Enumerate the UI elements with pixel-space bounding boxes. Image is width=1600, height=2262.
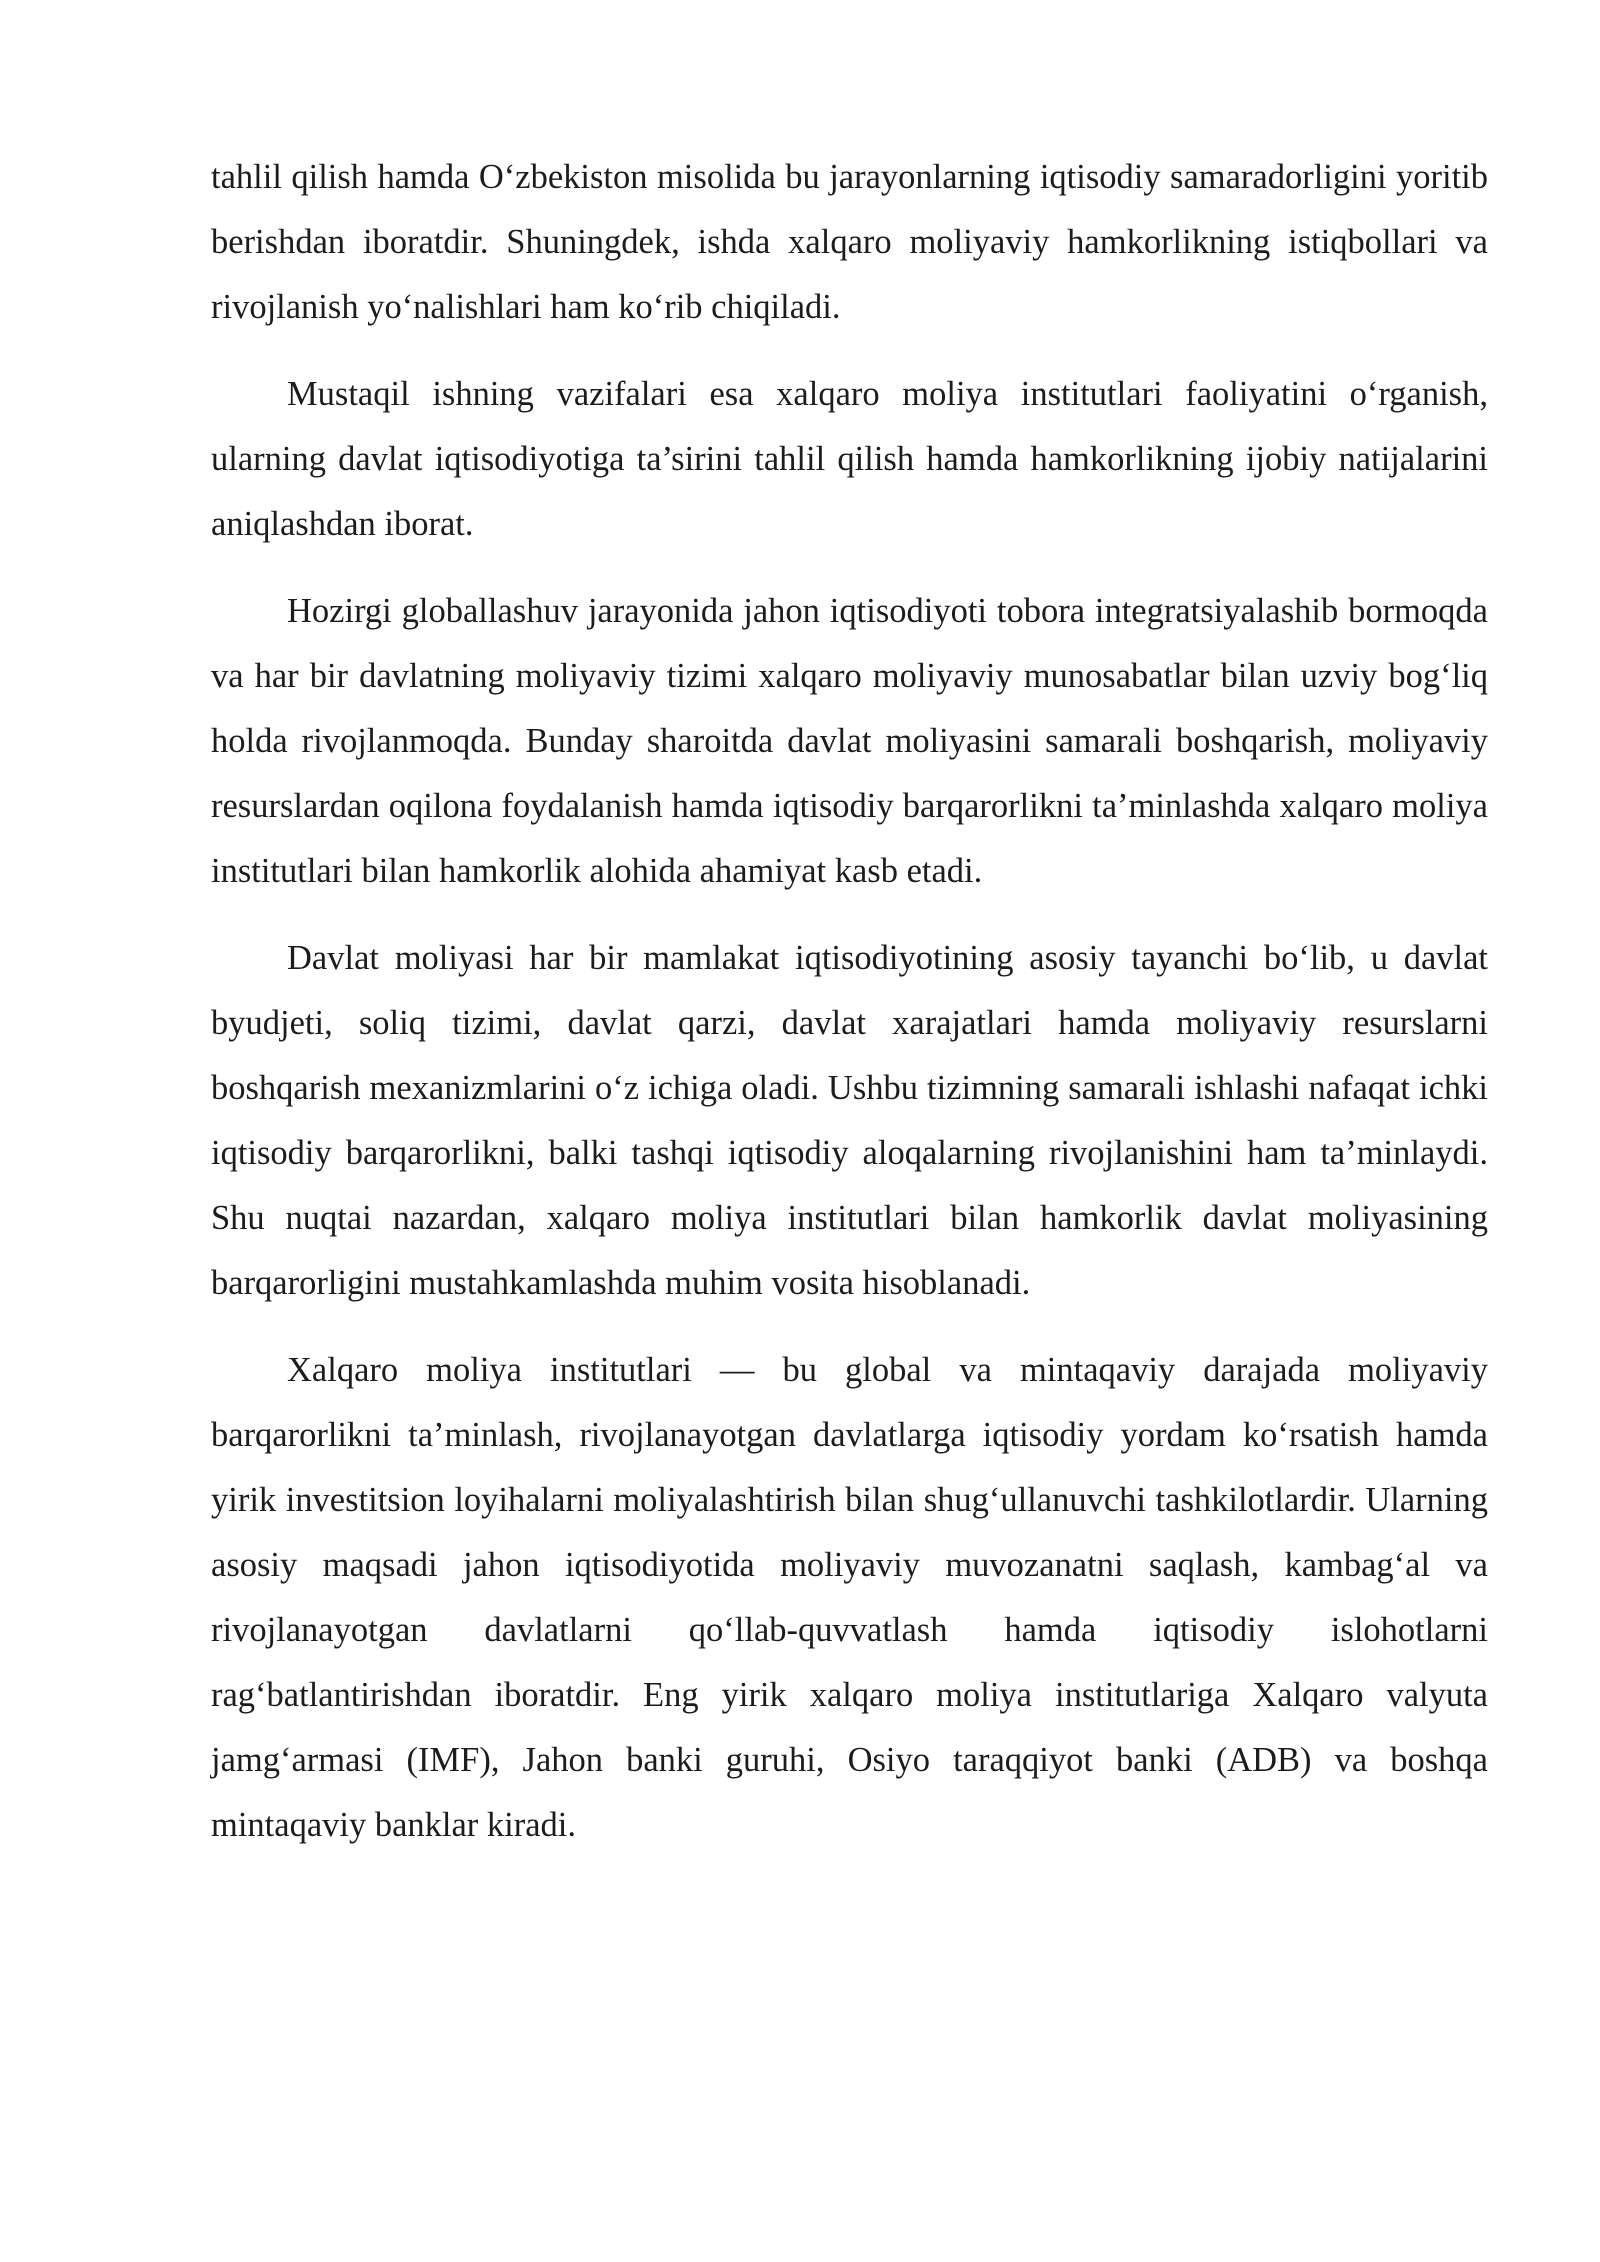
- paragraph-state-finance: Davlat moliyasi har bir mamlakat iqtisodiyotining asosiy tayanchi bo‘lib, u davlat byudjeti, soliq tizimi, davlat qarzi, davlat xarajatlari hamda moliyaviy resurslarni boshqarish mexanizmlarini o‘z ichiga oladi. Ushbu tizimning samarali ishlashi nafaqat ichki iqtisodiy barqarorlikni, balki tashqi iqtisodiy aloqalarning rivojlanishini ham ta’minlaydi. Shu nuqtai nazardan, xalqaro moliya institutlari bilan hamkorlik davlat moliyasining barqarorligini mustahkamlashda muhim vosita hisoblanadi.: [211, 939, 1488, 1302]
- paragraph-globalization: Hozirgi globallashuv jarayonida jahon iqtisodiyoti tobora integratsiyalashib bormoqda va har bir davlatning moliyaviy tizimi xalqaro moliyaviy munosabatlar bilan uzviy bog‘liq holda rivojlanmoqda. Bunday sharoitda davlat moliyasini samarali boshqarish, moliyaviy resurslardan oqilona foydalanish hamda iqtisodiy barqarorlikni ta’minlashda xalqaro moliya institutlari bilan hamkorlik alohida ahamiyat kasb etadi.: [211, 592, 1488, 890]
- document-body: [211, 145, 1488, 1880]
- paragraph-tasks: Mustaqil ishning vazifalari esa xalqaro moliya institutlari faoliyatini o‘rganish, ularning davlat iqtisodiyotiga ta’sirini tahlil qilish hamda hamkorlikning ijobiy natijalarini aniqlashdan iborat.: [211, 375, 1488, 543]
- paragraph-continuation: tahlil qilish hamda O‘zbekiston misolida bu jarayonlarning iqtisodiy samaradorligini yoritib berishdan iboratdir. Shuningdek, ishda xalqaro moliyaviy hamkorlikning istiqbollari va rivojlanish yo‘nalishlari ham ko‘rib chiqiladi.: [211, 158, 1488, 326]
- paragraph-financial-institutions: Xalqaro moliya institutlari — bu global va mintaqaviy darajada moliyaviy barqarorlikni ta’minlash, rivojlanayotgan davlatlarga iqtisodiy yordam ko‘rsatish hamda yirik investitsion loyihalarni moliyalashtirish bilan shug‘ullanuvchi tashkilotlardir. Ularning asosiy maqsadi jahon iqtisodiyotida moliyaviy muvozanatni saqlash, kambag‘al va rivojlanayotgan davlatlarni qo‘llab-quvvatlash hamda iqtisodiy islohotlarni rag‘batlantirishdan iboratdir. Eng yirik xalqaro moliya institutlariga Xalqaro valyuta jamg‘armasi (IMF), Jahon banki guruhi, Osiyo taraqqiyot banki (ADB) va boshqa mintaqaviy banklar kiradi.: [211, 1351, 1488, 1844]
